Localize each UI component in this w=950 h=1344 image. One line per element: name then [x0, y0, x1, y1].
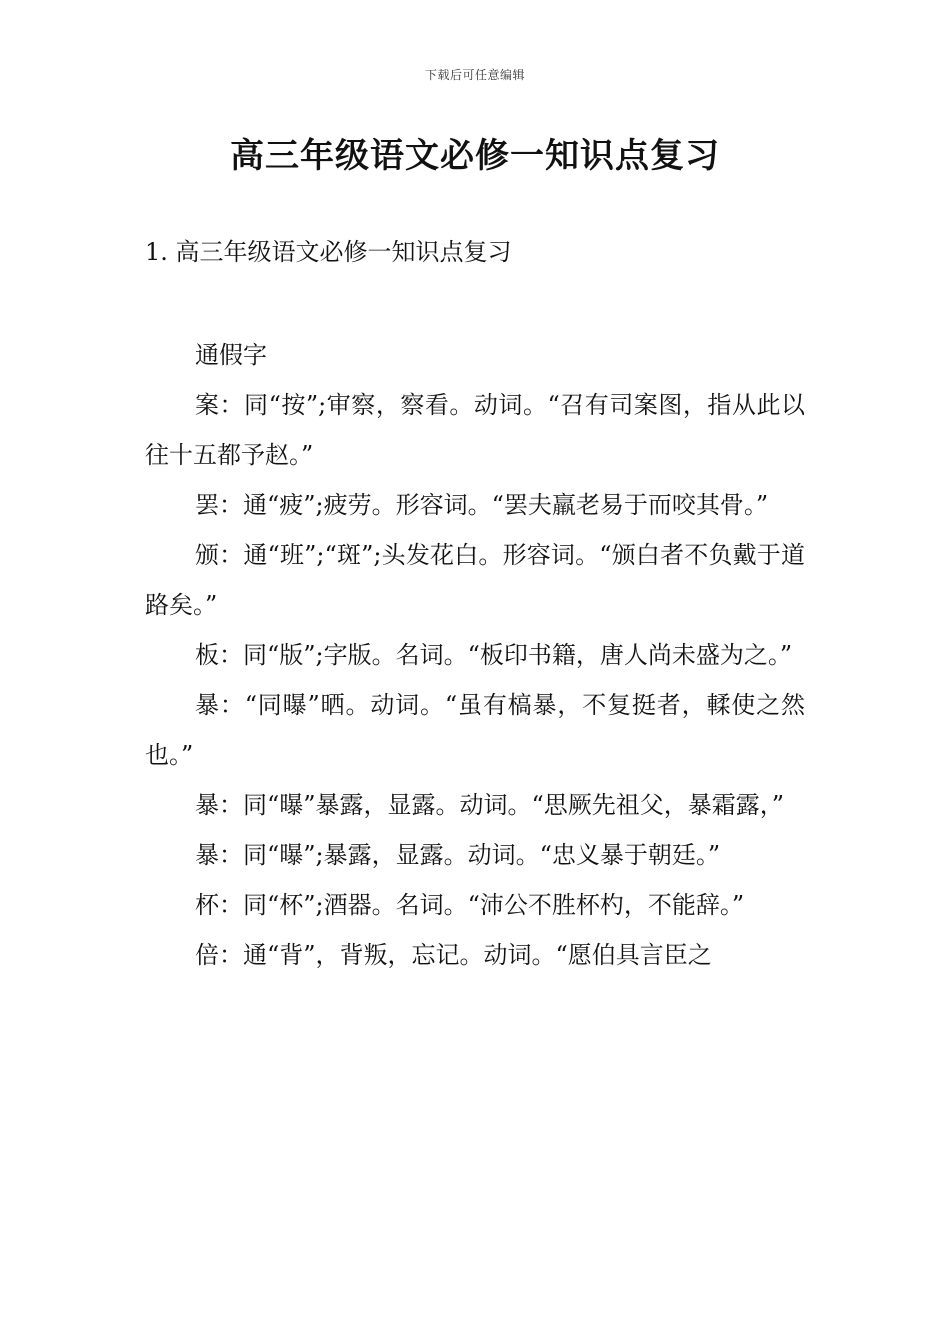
entry-paragraph: 案：同“按”;审察，察看。动词。“召有司案图，指从此以往十五都予赵。”: [145, 391, 805, 469]
entry-paragraph: 颁：通“班”;“斑”;头发花白。形容词。“颁白者不负戴于道路矣。”: [145, 541, 805, 619]
entry-paragraph: 罢：通“疲”;疲劳。形容词。“罢夫羸老易于而咬其骨。”: [195, 491, 769, 519]
entry-paragraph: 板：同“版”;字版。名词。“板印书籍，唐人尚未盛为之。”: [195, 641, 793, 669]
document-body: [145, 330, 805, 980]
entry-paragraph: 暴：“同曝”晒。动词。“虽有槁暴，不复挺者，輮使之然也。”: [145, 691, 805, 769]
entry-paragraph: 倍：通“背”，背叛，忘记。动词。“愿伯具言臣之: [195, 941, 712, 969]
subsection-heading: 通假字: [195, 341, 267, 369]
document-title: 高三年级语文必修一知识点复习: [230, 136, 720, 176]
entry-paragraph: 暴：同“曝”;暴露，显露。动词。“忠义暴于朝廷。”: [195, 841, 721, 869]
entry-paragraph: 暴：同“曝”暴露，显露。动词。“思厥先祖父，暴霜露，”: [195, 791, 785, 819]
entry-paragraph: 杯：同“杯”;酒器。名词。“沛公不胜杯杓，不能辞。”: [195, 891, 745, 919]
section-heading: 1. 高三年级语文必修一知识点复习: [145, 238, 512, 266]
header-note: 下载后可任意编辑: [424, 68, 525, 82]
